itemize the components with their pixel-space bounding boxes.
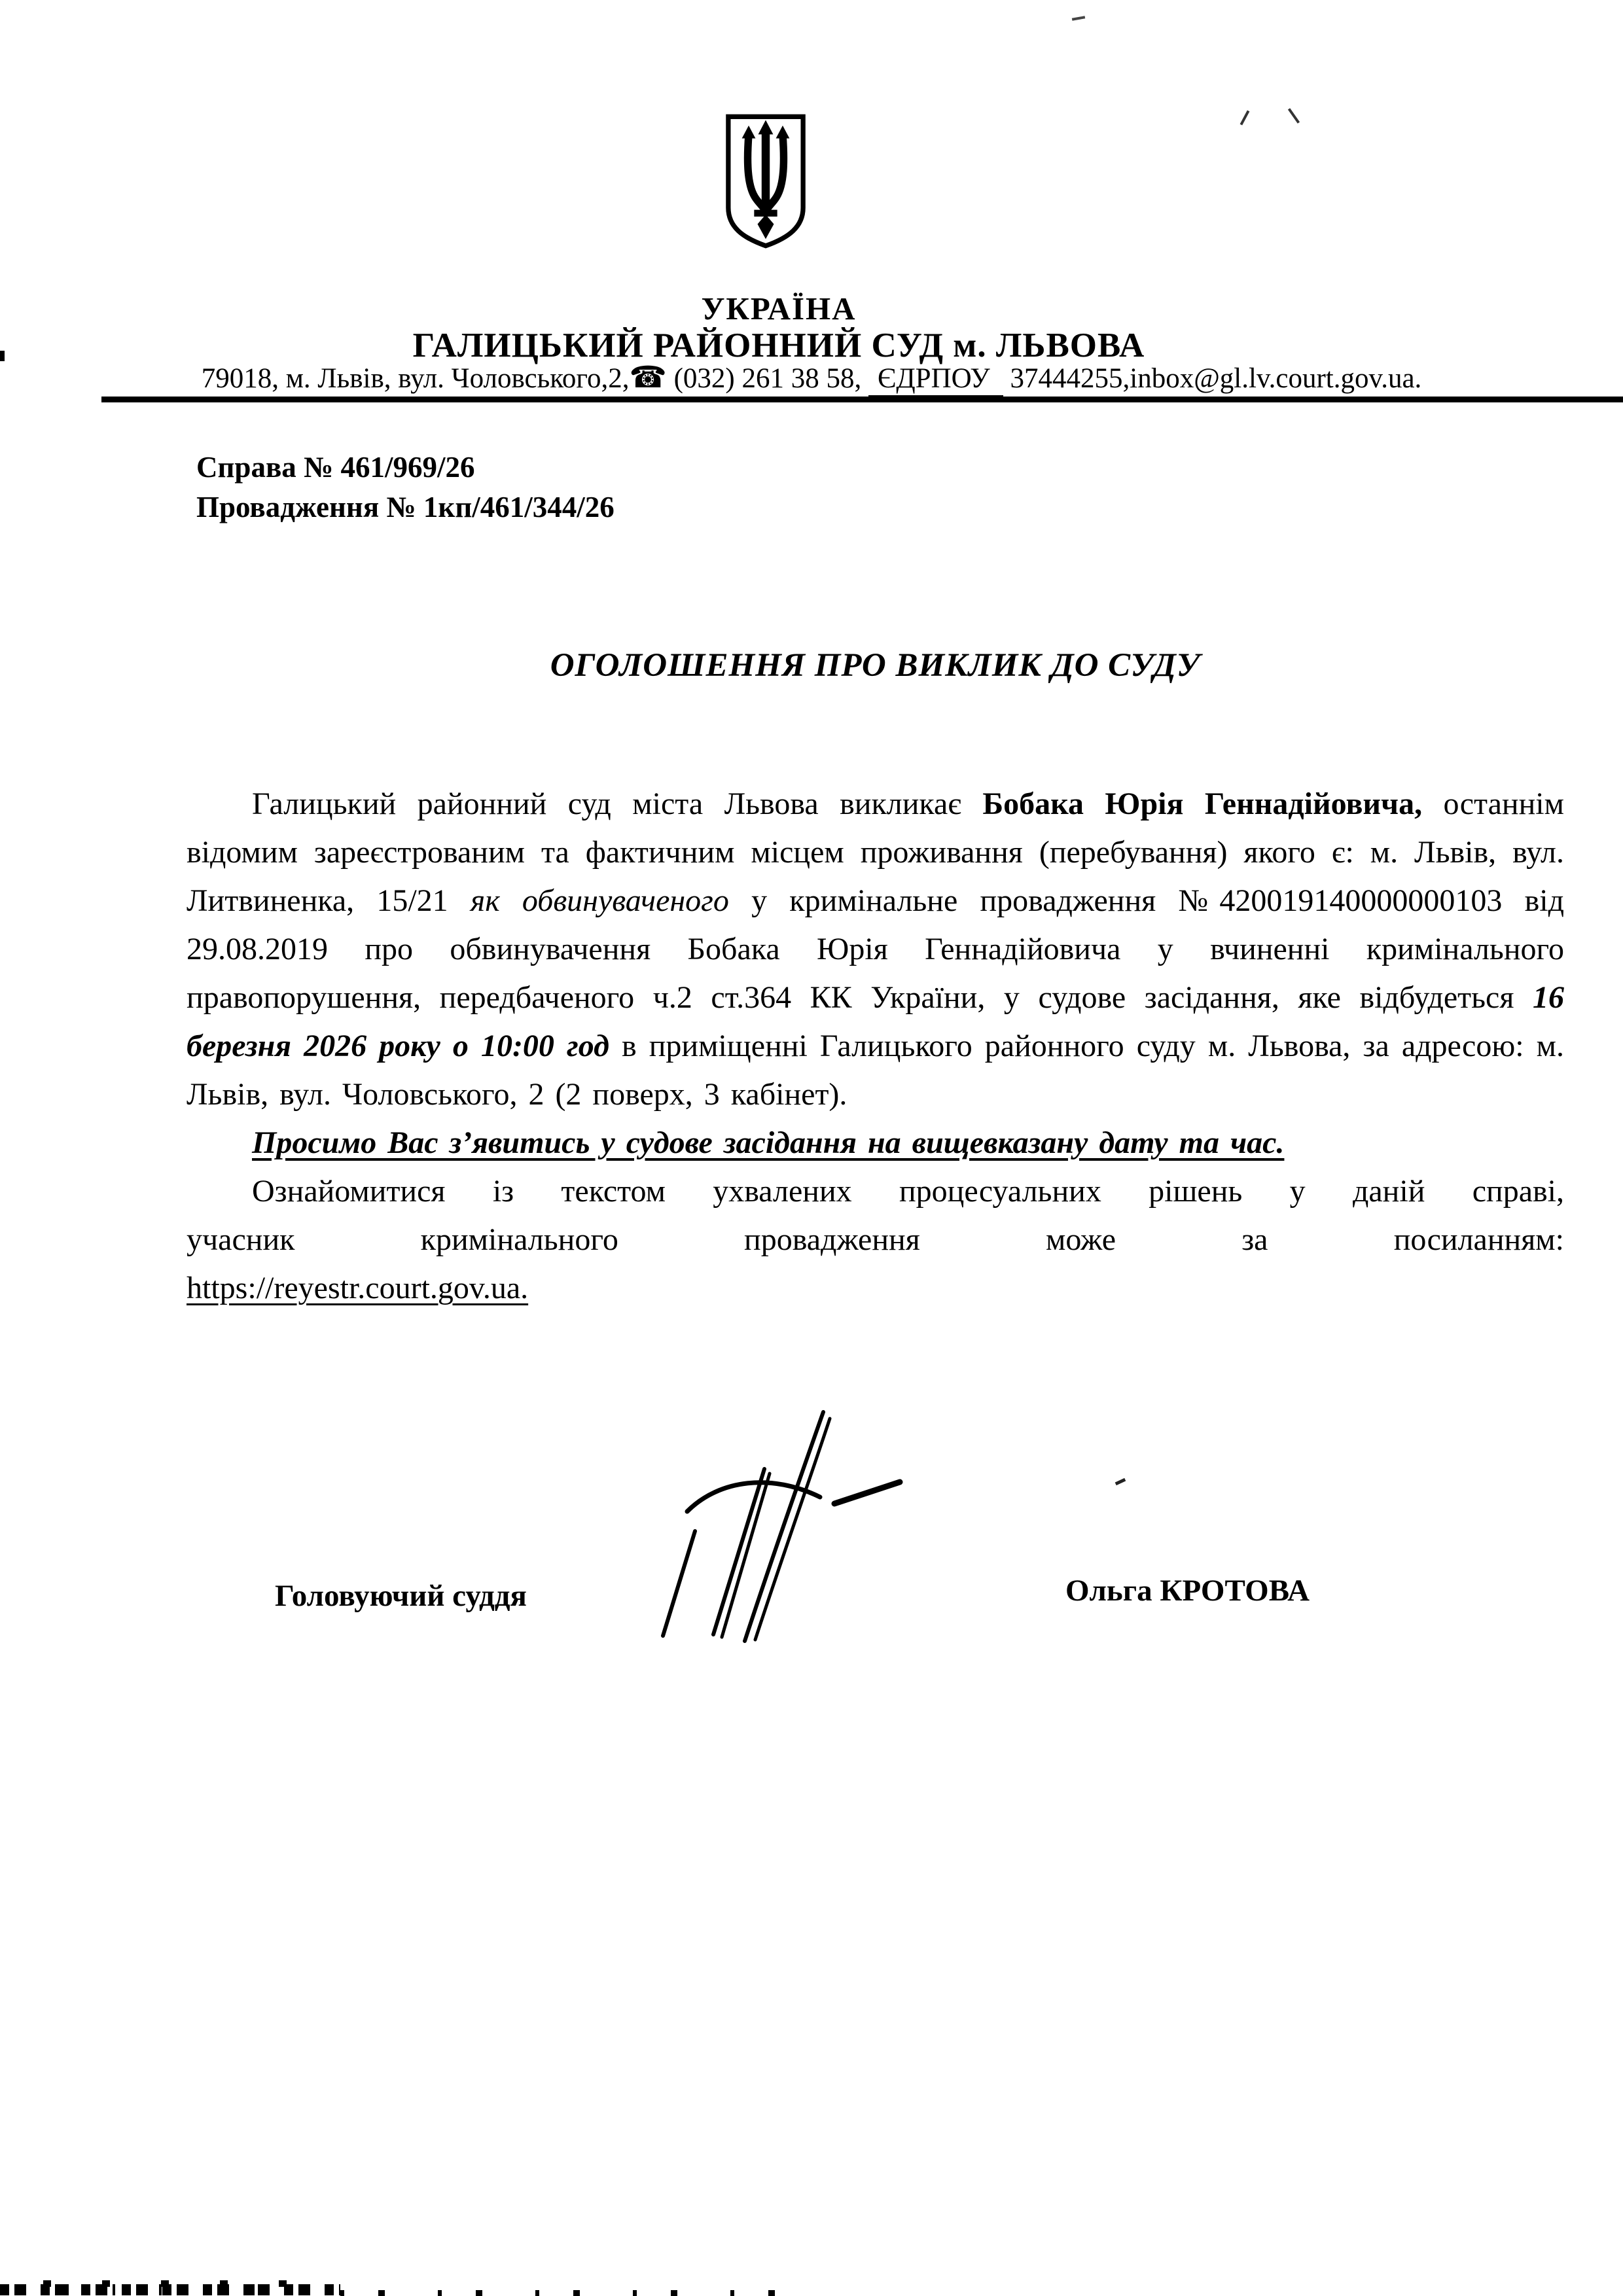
body-text-segment: Галицький районний суд міста Львова викликає bbox=[252, 786, 983, 821]
registry-url: https://reyestr.court.gov.ua. bbox=[187, 1271, 529, 1305]
address-email: 37444255,inbox@gl.lv.court.gov.ua. bbox=[1003, 363, 1422, 394]
coat-of-arms-ukraine-icon bbox=[722, 111, 810, 251]
telephone-icon: ☎ bbox=[629, 361, 667, 394]
address-street: 79018, м. Львів, вул. Чоловського,2, bbox=[201, 363, 630, 394]
info-paragraph-line1: Ознайомитися із текстом ухвалених процесуальних рішень у даній справі, bbox=[252, 1174, 1564, 1209]
court-address-line bbox=[0, 359, 1623, 395]
hearing-date-time: 16 березня 2026 року о 10:00 год bbox=[187, 980, 1564, 1063]
body-text-segment: в приміщенні Галицького районного суду м. Львова, за адресою: м. Львів, вул. Чоловського, 2 (2 поверх, 3 кабінет). bbox=[187, 1029, 1565, 1112]
address-phone-number: (032) 261 38 58, bbox=[666, 363, 868, 394]
edrpou-label: ЄДРПОУ bbox=[868, 363, 1003, 398]
header-divider-line bbox=[101, 397, 1623, 402]
body-text-segment-italic: як обвинуваченого bbox=[470, 883, 729, 918]
scan-artifact bbox=[1115, 1478, 1126, 1485]
scan-noise-bottom-edge bbox=[340, 2290, 818, 2296]
judge-signature bbox=[635, 1400, 910, 1675]
scan-artifact bbox=[1288, 108, 1300, 124]
scan-artifact bbox=[1240, 110, 1250, 125]
case-number-line: Справа № 461/969/26 bbox=[196, 451, 475, 484]
case-numbers-block bbox=[196, 448, 615, 527]
judge-name: Ольга КРОТОВА bbox=[1065, 1574, 1310, 1608]
country-name: УКРАЇНА bbox=[701, 291, 857, 327]
body-text-segment: останнім відомим зареєстрованим та фактичним місцем проживання (перебування) якого є: м. Львів, вул. Литвиненка, 15/21 bbox=[187, 786, 1564, 918]
judge-role-label: Головуючий суддя bbox=[275, 1579, 527, 1613]
summons-paragraph bbox=[187, 780, 1564, 1119]
document-body bbox=[187, 780, 1564, 1313]
document-title: ОГОЛОШЕННЯ ПРО ВИКЛИК ДО СУДУ bbox=[550, 647, 1201, 684]
body-text-segment: у кримінальне провадження №420019140000000103 від 29.08.2019 про обвинувачення Бобака Юрія Геннадійовича у вчиненні кримінального правопорушення, передбаченого ч.2 ст.364 КК України, у судове засідання, яке відбудеться bbox=[187, 883, 1565, 1015]
court-name: ГАЛИЦЬКИЙ РАЙОННИЙ СУД м. ЛЬВОВА bbox=[412, 327, 1145, 364]
scan-noise-bottom-edge bbox=[26, 2280, 301, 2287]
scan-artifact bbox=[1072, 16, 1085, 20]
proceeding-number-line: Провадження № 1кп/461/344/26 bbox=[196, 491, 615, 523]
defendant-name: Бобака Юрія Геннадійовича, bbox=[982, 786, 1423, 821]
scan-artifact bbox=[0, 351, 5, 361]
info-paragraph-line2: учасник кримінального провадження може за посиланням: bbox=[187, 1222, 1564, 1257]
registry-link-line bbox=[187, 1264, 1564, 1313]
appearance-request-line: Просимо Вас з’явитись у судове засідання на вищевказану дату та час. bbox=[252, 1125, 1285, 1160]
